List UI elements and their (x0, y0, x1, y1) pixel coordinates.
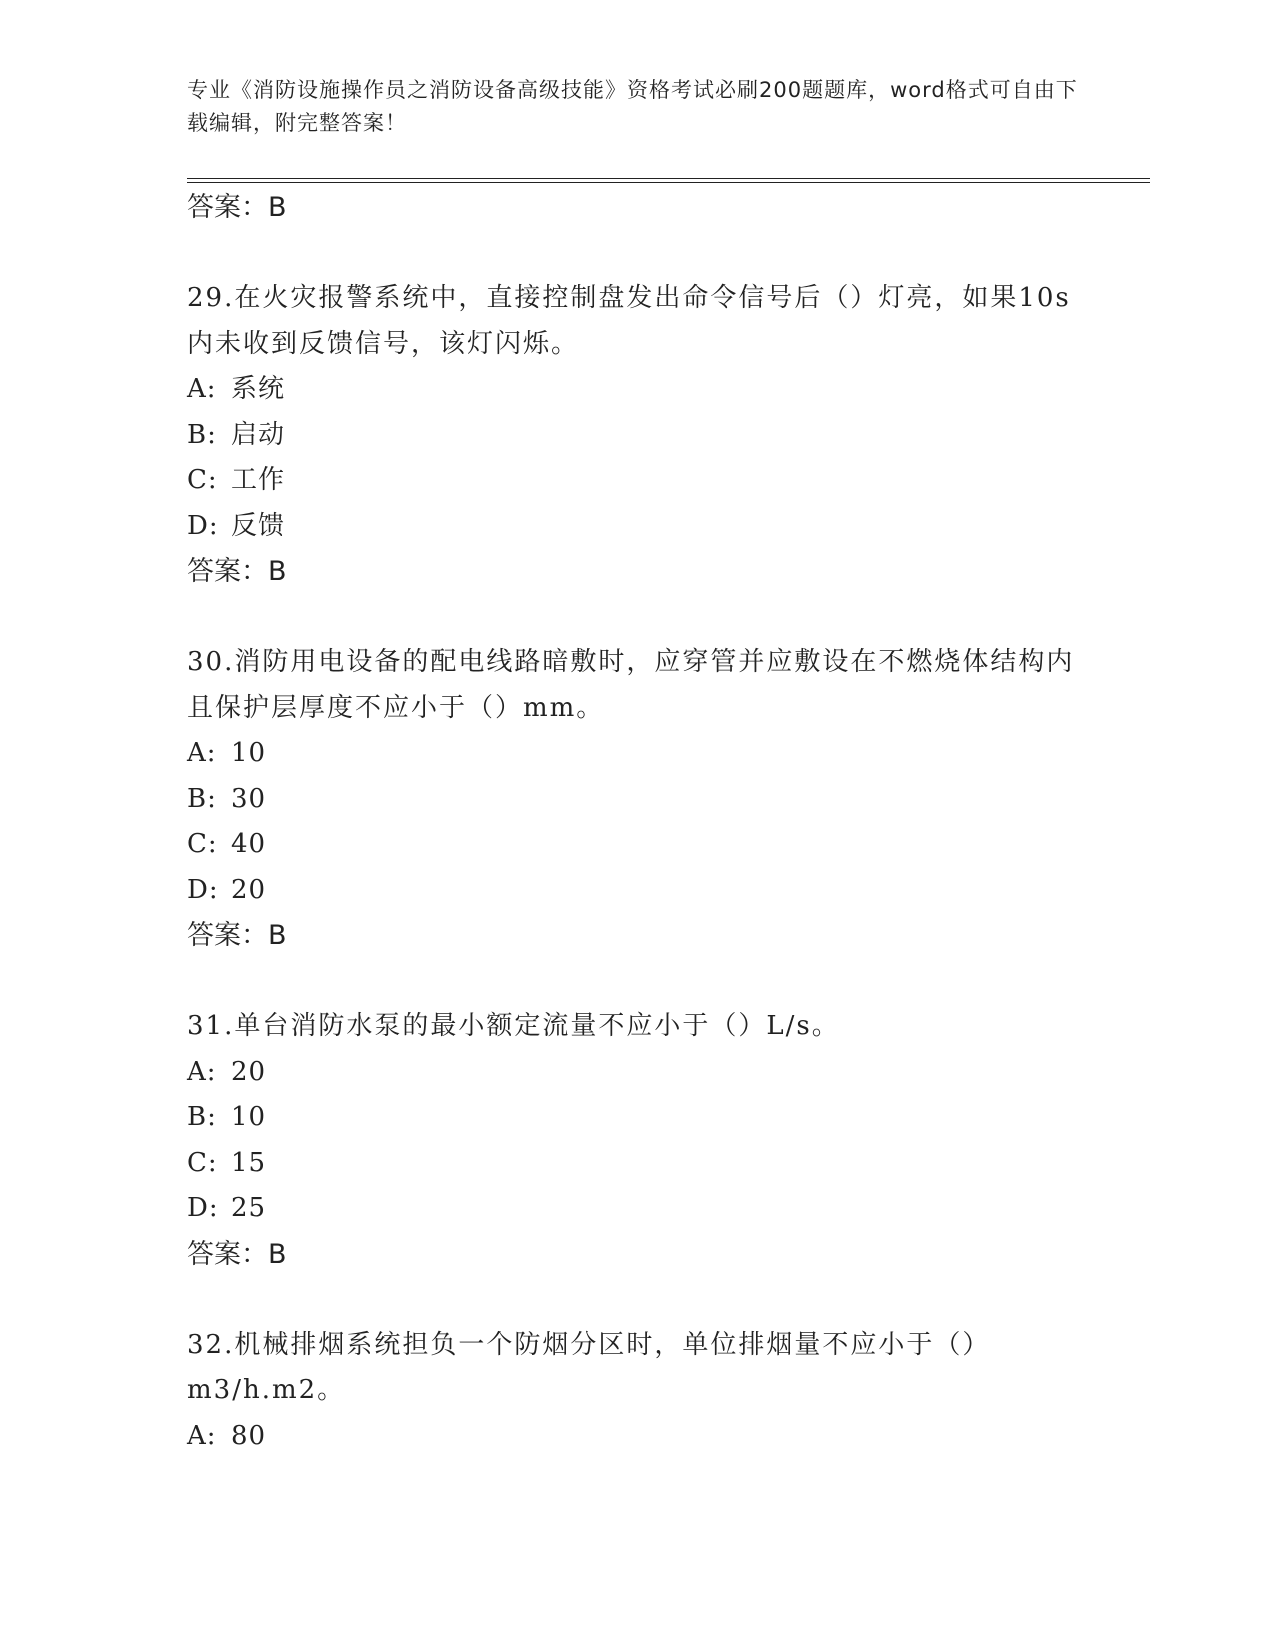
option-text: 25 (231, 1193, 267, 1223)
option-text: 10 (231, 738, 267, 768)
spacer (187, 1278, 1087, 1323)
option-text: 80 (231, 1420, 267, 1451)
header-divider-top (187, 178, 1150, 179)
spacer (187, 959, 1087, 1004)
option-letter: C: (187, 829, 218, 859)
option-c (187, 458, 1087, 504)
question-text: 31.单台消防水泵的最小额定流量不应小于（）L/s。 (187, 1011, 840, 1041)
option-letter: B: (187, 1102, 217, 1132)
option-a (187, 1414, 1087, 1460)
option-b (187, 777, 1087, 823)
header-divider-bottom (187, 182, 1150, 183)
option-d (187, 504, 1087, 550)
option-d (187, 1186, 1087, 1232)
answer-line: 答案：B (187, 556, 287, 587)
option-text: 20 (231, 1056, 267, 1087)
option-text: 反馈 (231, 510, 286, 541)
option-letter: A: (187, 1420, 217, 1451)
option-letter: D: (187, 510, 219, 541)
question-block (187, 640, 1087, 1004)
option-b (187, 413, 1087, 459)
option-text: 15 (231, 1147, 267, 1178)
spacer (187, 595, 1087, 640)
option-text: 40 (231, 829, 267, 859)
answer-line: 答案：B (187, 920, 287, 951)
document-header: 专业《消防设施操作员之消防设备高级技能》资格考试必刷200题题库，word格式可自由下载编辑，附完整答案！ (187, 78, 1078, 135)
option-text: 工作 (231, 465, 286, 495)
question-text: 29.在火灾报警系统中，直接控制盘发出命令信号后（）灯亮，如果10s内未收到反馈信号，该灯闪烁。 (187, 283, 1071, 359)
option-letter: D: (187, 1193, 219, 1223)
option-letter: A: (187, 738, 217, 768)
question-block (187, 1004, 1087, 1323)
option-a (187, 731, 1087, 777)
option-d (187, 868, 1087, 914)
option-letter: B: (187, 783, 217, 814)
option-c (187, 1141, 1087, 1187)
option-text: 20 (231, 874, 267, 905)
option-a (187, 1050, 1087, 1096)
option-c (187, 822, 1087, 868)
question-list (187, 185, 1087, 1459)
option-text: 系统 (231, 374, 286, 404)
option-letter: A: (187, 1056, 217, 1087)
option-letter: B: (187, 419, 217, 450)
option-letter: C: (187, 1147, 218, 1178)
question-block (187, 276, 1087, 640)
spacer (187, 231, 1087, 276)
option-text: 30 (231, 783, 267, 814)
question-text: 32.机械排烟系统担负一个防烟分区时，单位排烟量不应小于（）m3/h.m2。 (187, 1329, 991, 1405)
answer-line: 答案：B (187, 1238, 287, 1270)
question-text: 30.消防用电设备的配电线路暗敷时，应穿管并应敷设在不燃烧体结构内且保护层厚度不应小于（）mm。 (187, 647, 1075, 723)
option-text: 启动 (231, 419, 286, 450)
option-a (187, 367, 1087, 413)
option-text: 10 (231, 1102, 267, 1132)
answer-line: 答案：B (187, 192, 287, 223)
question-block (187, 1323, 1087, 1460)
option-letter: A: (187, 374, 217, 404)
option-b (187, 1095, 1087, 1141)
option-letter: C: (187, 465, 218, 495)
option-letter: D: (187, 874, 219, 905)
